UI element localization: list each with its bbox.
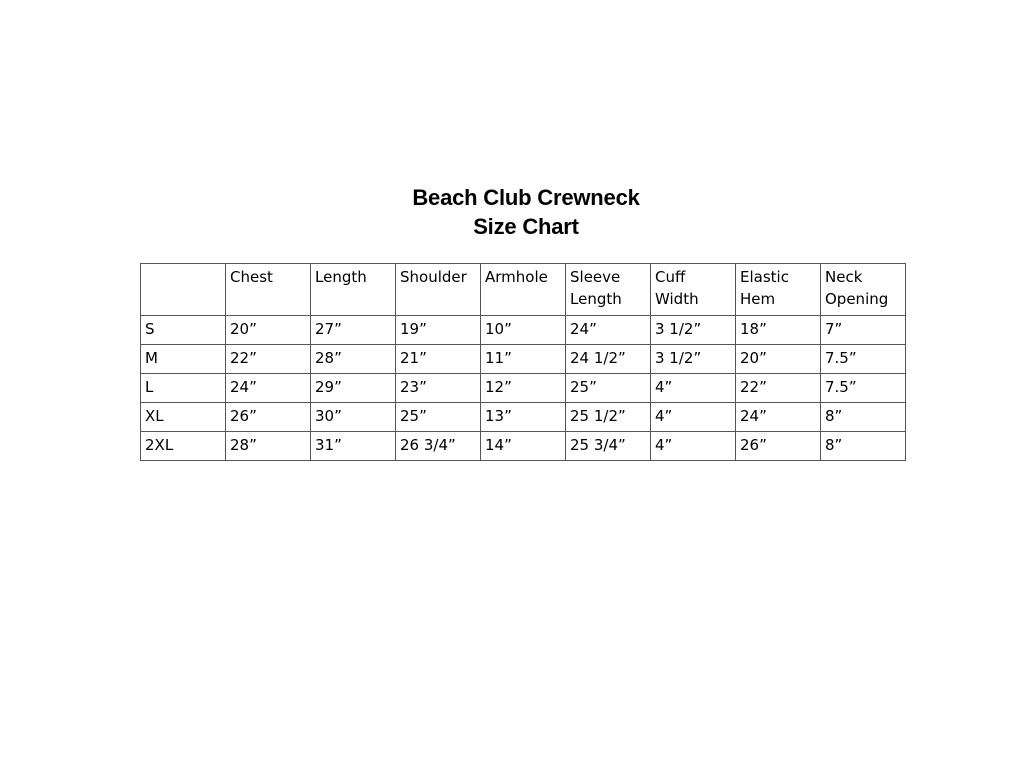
- table-cell: 7.5”: [821, 374, 906, 403]
- size-cell: S: [141, 316, 226, 345]
- size-cell: XL: [141, 403, 226, 432]
- header-cell: Cuff Width: [651, 264, 736, 316]
- header-cell: Shoulder: [396, 264, 481, 316]
- table-cell: 10”: [481, 316, 566, 345]
- table-cell: 13”: [481, 403, 566, 432]
- title-line-1: Beach Club Crewneck: [412, 185, 640, 210]
- table-cell: 8”: [821, 432, 906, 461]
- header-cell: Elastic Hem: [736, 264, 821, 316]
- header-cell: Length: [311, 264, 396, 316]
- table-row: [141, 432, 906, 461]
- table-cell: 24”: [736, 403, 821, 432]
- table-cell: 20”: [736, 345, 821, 374]
- table-cell: 24”: [566, 316, 651, 345]
- table-cell: 19”: [396, 316, 481, 345]
- table-header-row: [141, 264, 906, 316]
- table-row: [141, 374, 906, 403]
- table-cell: 30”: [311, 403, 396, 432]
- table-row: [141, 403, 906, 432]
- size-cell: L: [141, 374, 226, 403]
- table-cell: 3 1/2”: [651, 316, 736, 345]
- table-cell: 25 1/2”: [566, 403, 651, 432]
- table-cell: 22”: [226, 345, 311, 374]
- size-cell: 2XL: [141, 432, 226, 461]
- table-cell: 11”: [481, 345, 566, 374]
- size-chart-table: [140, 263, 906, 461]
- table-cell: 26 3/4”: [396, 432, 481, 461]
- table-cell: 24”: [226, 374, 311, 403]
- header-cell: [141, 264, 226, 316]
- header-cell: Sleeve Length: [566, 264, 651, 316]
- size-cell: M: [141, 345, 226, 374]
- table-cell: 26”: [736, 432, 821, 461]
- table-cell: 4”: [651, 403, 736, 432]
- table-cell: 31”: [311, 432, 396, 461]
- table-cell: 3 1/2”: [651, 345, 736, 374]
- table-cell: 8”: [821, 403, 906, 432]
- table-cell: 29”: [311, 374, 396, 403]
- table-cell: 14”: [481, 432, 566, 461]
- table-cell: 20”: [226, 316, 311, 345]
- table-cell: 25 3/4”: [566, 432, 651, 461]
- table-row: [141, 316, 906, 345]
- table-cell: 22”: [736, 374, 821, 403]
- table-cell: 7”: [821, 316, 906, 345]
- table-cell: 25”: [566, 374, 651, 403]
- table-cell: 24 1/2”: [566, 345, 651, 374]
- header-cell: Chest: [226, 264, 311, 316]
- table-cell: 4”: [651, 432, 736, 461]
- table-cell: 7.5”: [821, 345, 906, 374]
- table-row: [141, 345, 906, 374]
- header-cell: Neck Opening: [821, 264, 906, 316]
- title-line-2: Size Chart: [473, 214, 579, 239]
- document-title: [0, 183, 1024, 241]
- table-cell: 28”: [311, 345, 396, 374]
- table-cell: 23”: [396, 374, 481, 403]
- table-cell: 27”: [311, 316, 396, 345]
- table-cell: 12”: [481, 374, 566, 403]
- table-cell: 18”: [736, 316, 821, 345]
- table-cell: 4”: [651, 374, 736, 403]
- table-cell: 25”: [396, 403, 481, 432]
- header-cell: Armhole: [481, 264, 566, 316]
- table-cell: 28”: [226, 432, 311, 461]
- table-cell: 26”: [226, 403, 311, 432]
- table-cell: 21”: [396, 345, 481, 374]
